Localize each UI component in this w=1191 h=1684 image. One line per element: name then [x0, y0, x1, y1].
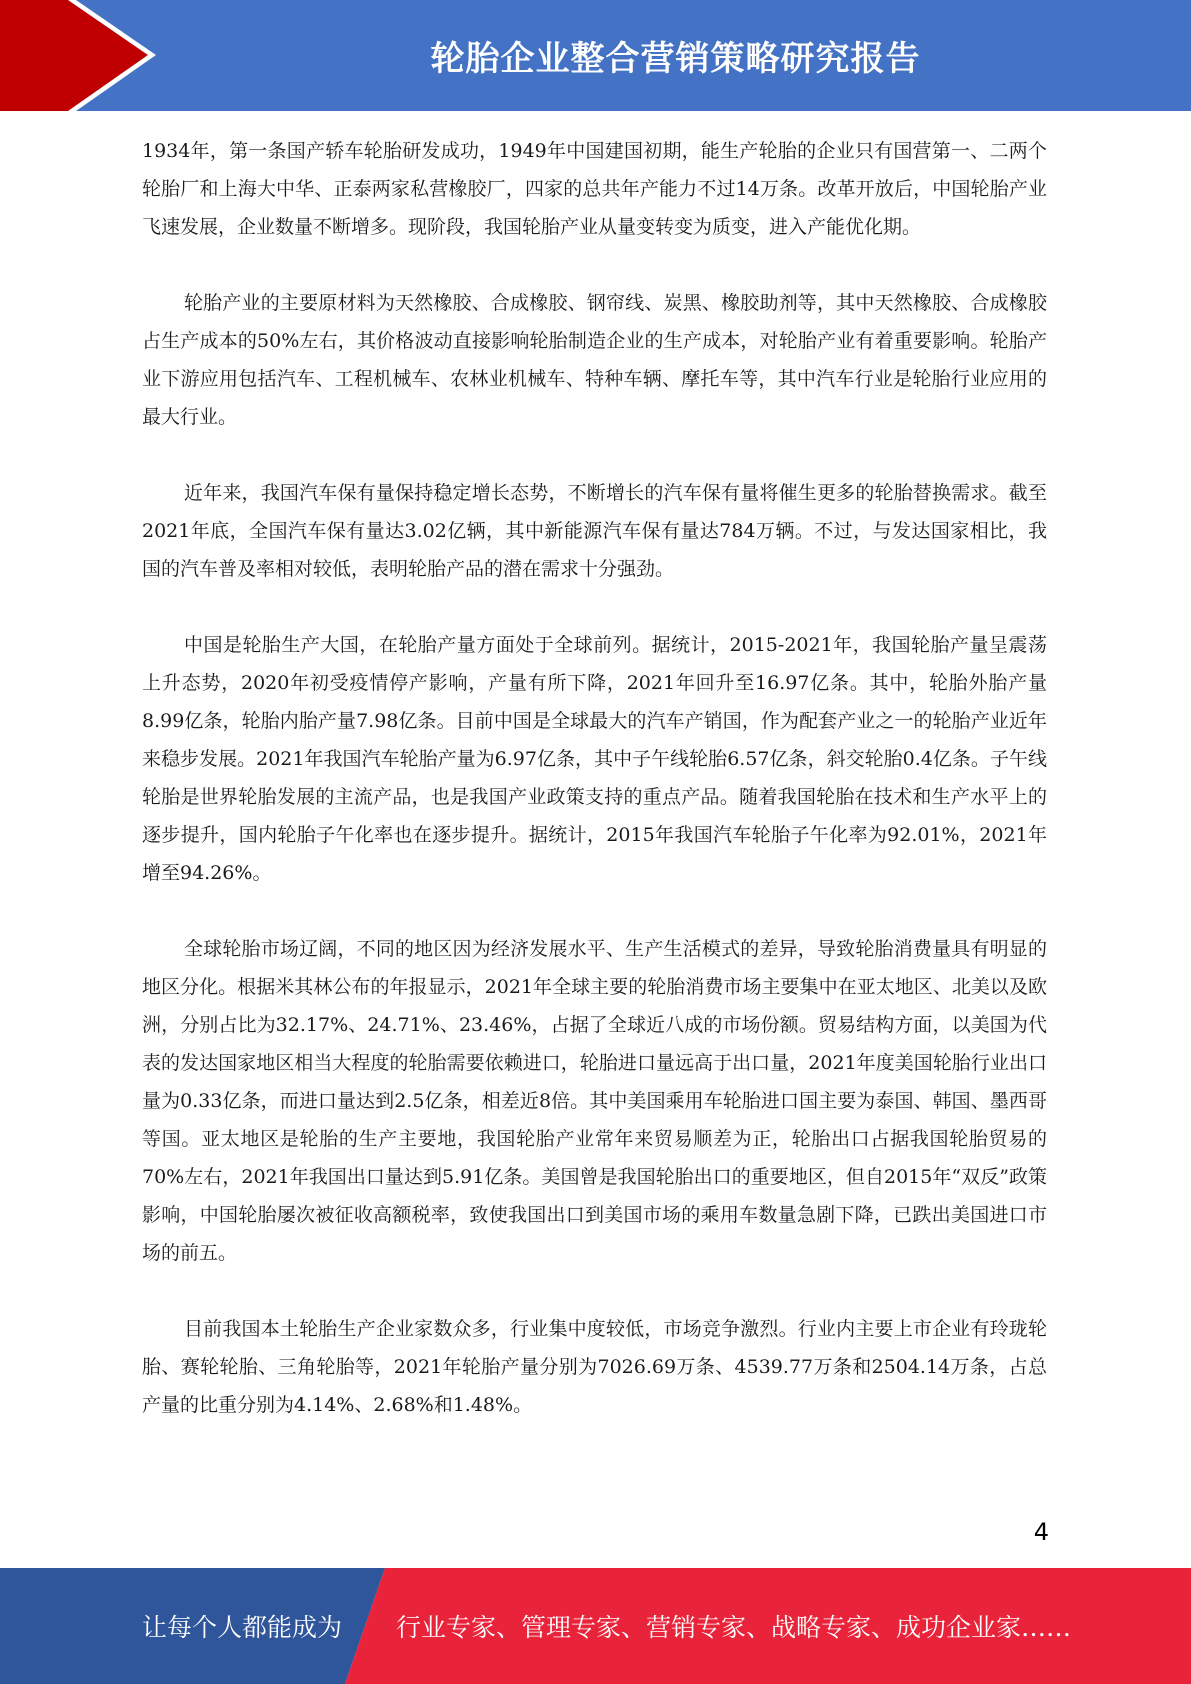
- paragraph-6: 目前我国本土轮胎生产企业家数众多，行业集中度较低，市场竞争激烈。行业内主要上市企业有玲珑轮胎、赛轮轮胎、三角轮胎等，2021年轮胎产量分别为7026.69万条、4539.77万条和2504.14万条，占总产量的比重分别为4.14%、2.68%和1.48%。: [142, 1318, 1047, 1416]
- footer-slogan-left: 让每个人都能成为: [142, 1613, 343, 1642]
- paragraph-1: 1934年，第一条国产轿车轮胎研发成功，1949年中国建国初期，能生产轮胎的企业只有国营第一、二两个轮胎厂和上海大中华、正泰两家私营橡胶厂，四家的总共年产能力不过14万条。改革开放后，中国轮胎产业飞速发展，企业数量不断增多。现阶段，我国轮胎产业从量变转变为质变，进入产能优化期。: [142, 140, 1047, 238]
- report-title: 轮胎企业整合营销策略研究报告: [430, 39, 921, 79]
- page-number: 4: [1033, 1518, 1049, 1546]
- page-footer: [0, 1568, 1191, 1684]
- paragraph-5: 全球轮胎市场辽阔，不同的地区因为经济发展水平、生产生活模式的差异，导致轮胎消费量具有明显的地区分化。根据米其林公布的年报显示，2021年全球主要的轮胎消费市场主要集中在亚太地区、北美以及欧洲，分别占比为32.17%、24.71%、23.46%，占据了全球近八成的市场份额。贸易结构方面，以美国为代表的发达国家地区相当大程度的轮胎需要依赖进口，轮胎进口量远高于出口量，2021年度美国轮胎行业出口量为0.33亿条，而进口量达到2.5亿条，相差近8倍。其中美国乘用车轮胎进口国主要为泰国、韩国、墨西哥等国。亚太地区是轮胎的生产主要地，我国轮胎产业常年来贸易顺差为正，轮胎出口占据我国轮胎贸易的70%左右，2021年我国出口量达到5.91亿条。美国曾是我国轮胎出口的重要地区，但自2015年“双反”政策影响，中国轮胎屡次被征收高额税率，致使我国出口到美国市场的乘用车数量急剧下降，已跌出美国进口市场的前五。: [142, 938, 1047, 1264]
- page-header: [0, 0, 1191, 111]
- paragraph-3: 近年来，我国汽车保有量保持稳定增长态势，不断增长的汽车保有量将催生更多的轮胎替换需求。截至2021年底，全国汽车保有量达3.02亿辆，其中新能源汽车保有量达784万辆。不过，与发达国家相比，我国的汽车普及率相对较低，表明轮胎产品的潜在需求十分强劲。: [142, 482, 1047, 580]
- header-red-chevron: [0, 0, 148, 111]
- report-body: [142, 132, 1047, 1462]
- paragraph-4: 中国是轮胎生产大国，在轮胎产量方面处于全球前列。据统计，2015-2021年，我国轮胎产量呈震荡上升态势，2020年初受疫情停产影响，产量有所下降，2021年回升至16.97亿条。其中，轮胎外胎产量8.99亿条，轮胎内胎产量7.98亿条。目前中国是全球最大的汽车产销国，作为配套产业之一的轮胎产业近年来稳步发展。2021年我国汽车轮胎产量为6.97亿条，其中子午线轮胎6.57亿条，斜交轮胎0.4亿条。子午线轮胎是世界轮胎发展的主流产品，也是我国产业政策支持的重点产品。随着我国轮胎在技术和生产水平上的逐步提升，国内轮胎子午化率也在逐步提升。据统计，2015年我国汽车轮胎子午化率为92.01%，2021年增至94.26%。: [142, 634, 1047, 884]
- paragraph-2: 轮胎产业的主要原材料为天然橡胶、合成橡胶、钢帘线、炭黑、橡胶助剂等，其中天然橡胶、合成橡胶占生产成本的50%左右，其价格波动直接影响轮胎制造企业的生产成本，对轮胎产业有着重要影响。轮胎产业下游应用包括汽车、工程机械车、农林业机械车、特种车辆、摩托车等，其中汽车行业是轮胎行业应用的最大行业。: [142, 292, 1047, 428]
- footer-slogan-right: 行业专家、管理专家、营销专家、战略专家、成功企业家……: [396, 1613, 1072, 1642]
